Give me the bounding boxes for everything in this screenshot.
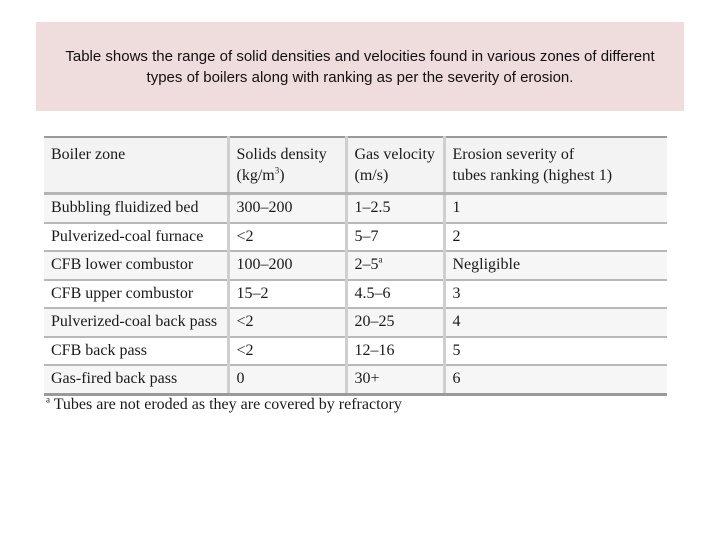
cell-boiler-zone [44,308,228,337]
cell-gas-velocity [346,194,444,223]
cell-gas-velocity [346,251,444,280]
header-erosion-severity-line1: Erosion severity of [452,146,575,163]
cell-boiler-zone-text: CFB upper combustor [51,284,194,302]
cell-gas-velocity-text: 1–2.5 [354,199,391,217]
table-header-row [44,137,667,194]
footnote-text: Tubes are not eroded as they are covered by refractory [50,396,402,413]
header-gas-velocity-line2: (m/s) [354,167,389,184]
cell-solids-density [228,308,346,337]
footnote-reference: a [378,254,383,265]
header-solids-density [228,137,346,194]
cell-erosion-rank-text: Negligible [452,256,521,274]
cell-solids-density [228,280,346,309]
table-row [44,280,667,309]
cell-erosion-rank-text: 2 [452,227,461,245]
header-solids-density-unit-pre: (kg/m [236,167,275,184]
erosion-table [44,136,667,396]
footnote [46,396,402,414]
cell-gas-velocity [346,365,444,394]
cell-gas-velocity-text: 30+ [354,370,380,388]
cell-solids-density-text: 0 [236,370,245,388]
table-row [44,365,667,394]
header-boiler-zone-text: Boiler zone [51,146,126,163]
cell-boiler-zone [44,251,228,280]
cell-erosion-rank [444,251,667,280]
cell-gas-velocity-text: 5–7 [354,227,379,245]
cell-erosion-rank-text: 6 [452,370,461,388]
cell-boiler-zone [44,280,228,309]
footnote-marker: a [46,394,50,405]
cell-erosion-rank [444,337,667,366]
header-erosion-severity-line2: tubes ranking (highest 1) [452,167,613,184]
cell-erosion-rank-text: 1 [452,199,461,217]
cell-gas-velocity-text: 4.5–6 [354,284,391,302]
cell-boiler-zone-text: Bubbling fluidized bed [51,199,199,217]
cell-solids-density-text: <2 [236,341,254,359]
caption-text: Table shows the range of solid densities and velocities found in various zones of different types of boilers along with ranking as per the severity of erosion. [65,47,655,86]
cell-solids-density [228,365,346,394]
cell-boiler-zone-text: Pulverized-coal back pass [51,313,218,331]
cell-boiler-zone [44,194,228,223]
cell-boiler-zone [44,337,228,366]
header-solids-density-unit-post: ) [279,167,285,184]
cell-solids-density [228,337,346,366]
cell-boiler-zone [44,223,228,252]
cell-erosion-rank [444,280,667,309]
cell-gas-velocity [346,337,444,366]
cell-gas-velocity-text: 20–25 [354,313,395,331]
cell-boiler-zone-text: Gas-fired back pass [51,370,178,388]
header-boiler-zone [44,137,228,194]
cell-boiler-zone [44,365,228,394]
header-solids-density-unit-sup: 3 [274,165,280,176]
cell-solids-density [228,251,346,280]
cell-solids-density-text: <2 [236,313,254,331]
table-row [44,251,667,280]
cell-erosion-rank-text: 4 [452,313,461,331]
cell-boiler-zone-text: CFB lower combustor [51,256,194,274]
cell-erosion-rank-text: 5 [452,341,461,359]
cell-solids-density-text: 15–2 [236,284,269,302]
cell-solids-density-text: 100–200 [236,256,293,274]
erosion-table-container [44,136,667,396]
table-row [44,194,667,223]
cell-erosion-rank [444,223,667,252]
cell-solids-density-text: 300–200 [236,199,293,217]
cell-gas-velocity [346,223,444,252]
table-row [44,337,667,366]
cell-erosion-rank [444,308,667,337]
cell-erosion-rank [444,194,667,223]
cell-boiler-zone-text: CFB back pass [51,341,147,359]
cell-gas-velocity-text: 12–16 [354,341,395,359]
header-gas-velocity-line1: Gas velocity [354,146,435,163]
cell-erosion-rank-text: 3 [452,284,461,302]
cell-solids-density [228,194,346,223]
cell-gas-velocity-text: 2–5 [354,256,379,274]
table-body [44,194,667,395]
cell-boiler-zone-text: Pulverized-coal furnace [51,227,204,245]
header-erosion-severity [444,137,667,194]
table-row [44,308,667,337]
table-row [44,223,667,252]
cell-solids-density-text: <2 [236,227,254,245]
cell-solids-density [228,223,346,252]
cell-gas-velocity [346,280,444,309]
caption-box [36,22,684,111]
cell-gas-velocity [346,308,444,337]
header-gas-velocity [346,137,444,194]
cell-erosion-rank [444,365,667,394]
header-solids-density-line1: Solids density [236,146,327,163]
